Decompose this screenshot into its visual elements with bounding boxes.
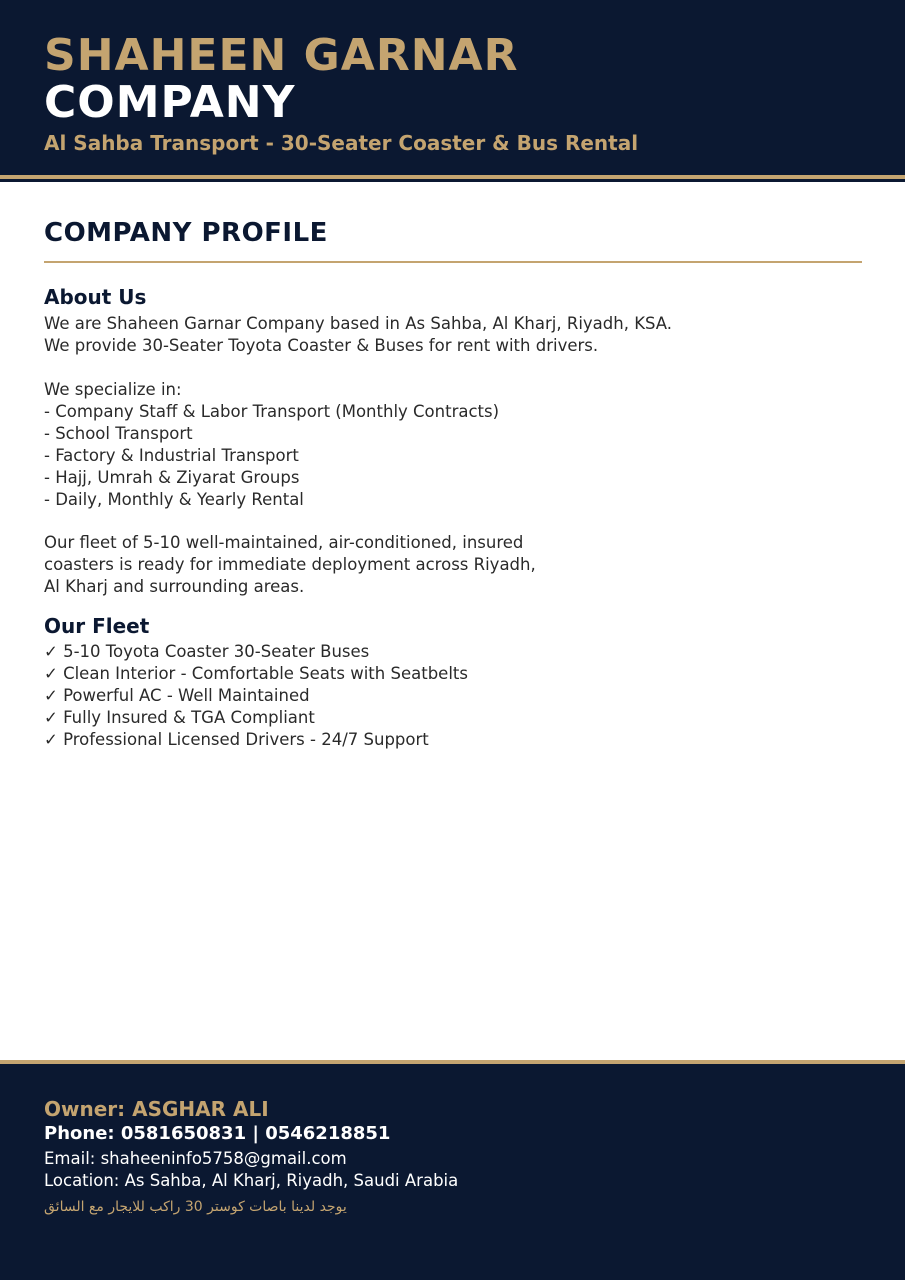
specialize-item: - Company Staff & Labor Transport (Monthly Contracts) xyxy=(44,402,500,421)
about-line: We provide 30-Seater Toyota Coaster & Buses for rent with drivers. xyxy=(44,336,599,355)
arabic-tagline: يوجد لدينا باصات كوستر 30 راكب للايجار مع السائق xyxy=(44,1199,347,1215)
about-heading: About Us xyxy=(44,285,147,309)
about-line: We are Shaheen Garnar Company based in As Sahba, Al Kharj, Riyadh, KSA. xyxy=(44,314,673,333)
fleet-item: ✓ Professional Licensed Drivers - 24/7 Support xyxy=(44,730,429,749)
specialize-item: - Daily, Monthly & Yearly Rental xyxy=(44,490,304,509)
fleet-item: ✓ Clean Interior - Comfortable Seats with Seatbelts xyxy=(44,664,468,683)
header-navy-divider xyxy=(0,179,905,182)
fleet-description xyxy=(44,532,536,598)
location-address: Location: As Sahba, Al Kharj, Riyadh, Saudi Arabia xyxy=(44,1171,459,1190)
company-subtitle: Al Sahba Transport - 30-Seater Coaster & Bus Rental xyxy=(44,131,639,155)
fleet-desc-line: coasters is ready for immediate deployment across Riyadh, xyxy=(44,555,536,574)
section-divider xyxy=(44,261,862,263)
company-name-line2: COMPANY xyxy=(44,77,296,128)
company-name-line1: SHAHEEN GARNAR xyxy=(44,30,519,81)
about-text xyxy=(44,313,672,357)
specialize-item: - Factory & Industrial Transport xyxy=(44,446,299,465)
fleet-item: ✓ 5-10 Toyota Coaster 30-Seater Buses xyxy=(44,642,370,661)
specialize-intro: We specialize in: xyxy=(44,380,182,399)
fleet-item: ✓ Powerful AC - Well Maintained xyxy=(44,686,310,705)
phone-numbers: Phone: 0581650831 | 0546218851 xyxy=(44,1123,391,1144)
specialize-item: - School Transport xyxy=(44,424,193,443)
fleet-item: ✓ Fully Insured & TGA Compliant xyxy=(44,708,315,727)
fleet-desc-line: Al Kharj and surrounding areas. xyxy=(44,577,305,596)
fleet-heading: Our Fleet xyxy=(44,614,150,638)
fleet-list xyxy=(44,641,468,751)
owner-name: Owner: ASGHAR ALI xyxy=(44,1097,269,1121)
section-title: COMPANY PROFILE xyxy=(44,218,328,248)
email-address: Email: shaheeninfo5758@gmail.com xyxy=(44,1149,347,1168)
specialize-list xyxy=(44,379,499,511)
fleet-desc-line: Our fleet of 5-10 well-maintained, air-conditioned, insured xyxy=(44,533,524,552)
specialize-item: - Hajj, Umrah & Ziyarat Groups xyxy=(44,468,300,487)
